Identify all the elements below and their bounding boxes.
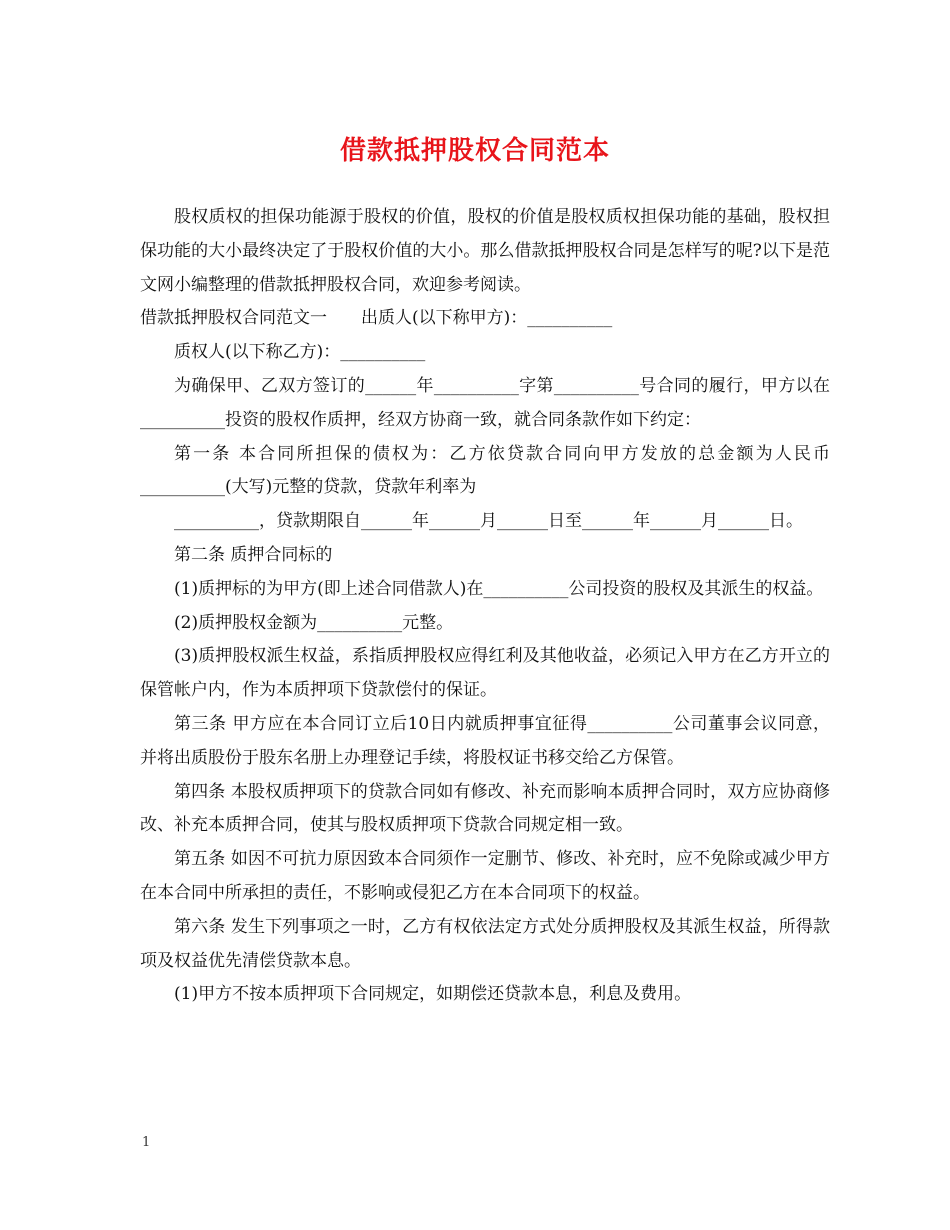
document-title: 借款抵押股权合同范本 — [339, 136, 610, 166]
paragraph-article-5: 第五条 如因不可抗力原因致本合同须作一定删节、修改、补充时，应不免除或减少甲方在本合同中所承担的责任，不影响或侵犯乙方在本合同项下的权益。 — [140, 849, 830, 903]
paragraph-article-1-term: __________，贷款期限自______年______月______日至______年______月______日。 — [174, 511, 803, 532]
document-body — [140, 201, 830, 1012]
paragraph-article-2: 第二条 质押合同标的 — [174, 544, 333, 565]
paragraph-article-2-item-1: (1)质押标的为甲方(即上述合同借款人)在__________公司投资的股权及其派生的权益。 — [174, 578, 824, 599]
paragraph-article-1: 第一条 本合同所担保的债权为：乙方依贷款合同向甲方发放的总金额为人民币__________(大写)元整的贷款，贷款年利率为 — [140, 443, 830, 498]
paragraph-article-3: 第三条 甲方应在本合同订立后10日内就质押事宜征得__________公司董事会议同意，并将出质股份于股东名册上办理登记手续，将股权证书移交给乙方保管。 — [140, 713, 830, 768]
paragraph-article-2-item-2: (2)质押股权金额为__________元整。 — [174, 612, 454, 633]
paragraph-preamble: 为确保甲、乙双方签订的______年__________字第__________号合同的履行，甲方以在__________投资的股权作质押，经双方协商一致，就合同条款作如下约定： — [140, 375, 830, 430]
paragraph-article-2-item-3: (3)质押股权派生权益，系指质押股权应得红利及其他收益，必须记入甲方在乙方开立的保管帐户内，作为本质押项下贷款偿付的保证。 — [140, 646, 830, 701]
page-number: 1 — [142, 1135, 151, 1150]
paragraph-intro: 股权质权的担保功能源于股权的价值，股权的价值是股权质权担保功能的基础，股权担保功能的大小最终决定了于股权价值的大小。那么借款抵押股权合同是怎样写的呢?以下是范文网小编整理的借款抵押股权合同，欢迎参考阅读。 — [140, 207, 830, 295]
paragraph-pledgee: 质权人(以下称乙方)：__________ — [174, 342, 426, 363]
paragraph-article-4: 第四条 本股权质押项下的贷款合同如有修改、补充而影响本质押合同时，双方应协商修改、补充本质押合同，使其与股权质押项下贷款合同规定相一致。 — [140, 781, 830, 836]
paragraph-pledgor: 借款抵押股权合同范文一 出质人(以下称甲方)：__________ — [140, 308, 613, 329]
paragraph-article-6: 第六条 发生下列事项之一时，乙方有权依法定方式处分质押股权及其派生权益，所得款项及权益优先清偿贷款本息。 — [140, 916, 830, 971]
paragraph-article-6-item-1: (1)甲方不按本质押项下合同规定，如期偿还贷款本息，利息及费用。 — [174, 984, 692, 1005]
